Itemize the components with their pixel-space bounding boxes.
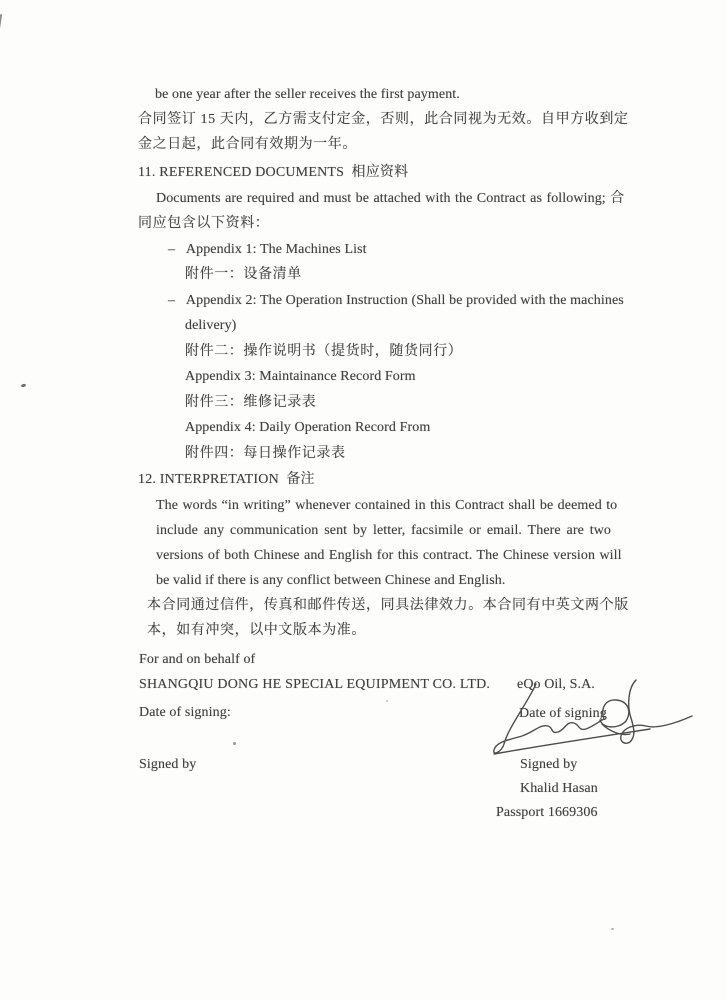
appendix-3-item-en: Appendix 3: Maintainance Record Form — [185, 369, 416, 384]
section-11-intro-en: Documents are required and must be attached with the Contract as following; 合 — [156, 191, 625, 206]
appendix-3-item-zh: 附件三：维修记录表 — [185, 395, 317, 410]
section-12-body-en-line1: The words “in writing” whenever contained in this Contract shall be deemed to — [156, 498, 618, 513]
section-12-body-en-line4: be valid if there is any conflict between Chinese and English. — [156, 573, 506, 588]
buyer-signed-by-label: Signed by — [520, 757, 578, 772]
section-12-heading: 12. INTERPRETATION 备注 — [138, 472, 315, 487]
section-12-body-zh-line2: 本，如有冲突，以中文版本为准。 — [147, 623, 366, 638]
validity-paragraph-zh-line2: 金之日起，此合同有效期为一年。 — [138, 137, 357, 152]
appendix-2-item-en-line1: – Appendix 2: The Operation Instruction (Shall be provided with the machines — [168, 293, 624, 308]
section-12-body-en-line2: include any communication sent by letter, facsimile or email. There are two — [156, 523, 612, 538]
section-12-body-zh-line1: 本合同通过信件，传真和邮件传送，同具法律效力。本合同有中英文两个版 — [147, 598, 629, 613]
validity-paragraph-zh-line1: 合同签订 15 天内，乙方需支付定金，否则，此合同视为无效。自甲方收到定 — [138, 112, 629, 127]
seller-company-name: SHANGQIU DONG HE SPECIAL EQUIPMENT CO. LTD. — [139, 677, 491, 692]
buyer-signatory-name: Khalid Hasan — [520, 781, 598, 796]
validity-paragraph-en: be one year after the seller receives the first payment. — [155, 87, 460, 102]
buyer-passport-number: Passport 1669306 — [496, 805, 598, 820]
appendix-1-item-zh: 附件一：设备清单 — [185, 267, 302, 282]
scan-artifact — [0, 14, 2, 30]
seller-signed-by-label: Signed by — [139, 757, 197, 772]
appendix-4-item-en: Appendix 4: Daily Operation Record From — [185, 420, 431, 435]
seller-date-of-signing-label: Date of signing: — [139, 705, 231, 720]
section-11-intro-zh: 同应包含以下资料： — [138, 216, 270, 231]
scan-artifact — [233, 742, 236, 745]
section-12-body-en-line3: versions of both Chinese and English for this contract. The Chinese version will — [156, 548, 622, 563]
appendix-2-item-zh: 附件二：操作说明书（提货时，随货同行） — [185, 344, 463, 359]
section-11-heading: 11. REFERENCED DOCUMENTS 相应资料 — [138, 165, 409, 180]
scan-artifact — [21, 383, 27, 387]
appendix-2-item-en-line2: delivery) — [185, 318, 237, 333]
handwritten-signature — [478, 666, 703, 771]
scan-artifact — [611, 928, 614, 930]
signature-right-stroke — [621, 680, 692, 743]
signature-underline-stroke — [494, 729, 650, 754]
signing-preamble: For and on behalf of — [139, 652, 256, 667]
buyer-date-of-signing-label: Date of signing — [519, 706, 607, 721]
buyer-company-name: eQo Oil, S.A. — [517, 677, 595, 692]
appendix-1-item-en: – Appendix 1: The Machines List — [168, 242, 367, 257]
appendix-4-item-zh: 附件四：每日操作记录表 — [185, 446, 346, 461]
scan-artifact — [386, 700, 388, 702]
